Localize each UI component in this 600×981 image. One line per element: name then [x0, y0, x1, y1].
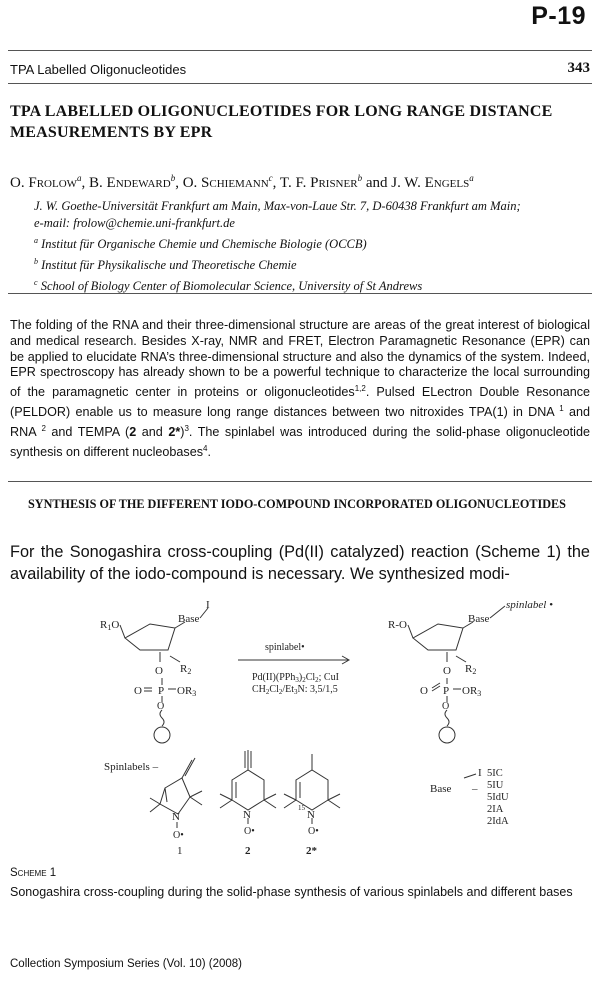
- scheme-label: Scheme 1: [10, 867, 57, 879]
- right-solid-support: [439, 727, 455, 743]
- base-i-base-label: Base: [430, 783, 452, 795]
- compound-2star-label: 2*: [306, 845, 317, 857]
- left-r2-label: R2: [180, 663, 192, 676]
- left-p-double-bond: [144, 688, 152, 691]
- right-c5-bond: [408, 625, 413, 638]
- section-rule: [8, 481, 592, 482]
- right-ro-label: R-O: [388, 619, 407, 631]
- right-base-label: Base: [468, 613, 490, 625]
- left-c5-bond: [120, 625, 125, 638]
- right-spinlabel-label: spinlabel •: [506, 599, 553, 611]
- left-iodine-label: I: [206, 599, 210, 611]
- base-list-item: 5IC: [487, 768, 503, 779]
- left-o-link-label: O: [157, 701, 165, 712]
- left-or3-label: OR3: [177, 685, 197, 698]
- base-iodo-bond: [464, 774, 476, 778]
- abstract-rule: [8, 293, 592, 294]
- spinlabel-1-alkyne: [182, 760, 192, 778]
- spinlabel-2-methyls: [220, 794, 276, 808]
- base-list-item: 5IdU: [487, 792, 509, 803]
- arrow-reagents-line1: $Pd(II)(PPh_3)_2Cl_2$; CuI: [252, 672, 339, 684]
- author: B. Endeward$^b$: [89, 173, 176, 191]
- spinlabel-2-o-label: O•: [244, 826, 255, 837]
- base-list: [487, 768, 509, 827]
- spinlabel-2star-o-label: O•: [308, 826, 319, 837]
- left-p-oxo-label: O: [134, 685, 142, 697]
- spinlabel-1-alkyne-2: [185, 758, 195, 776]
- affiliation-a: $^a$ Institut für Organische Chemie und Chemische Biologie (OCCB): [34, 236, 367, 252]
- left-linker-wave: [160, 710, 164, 726]
- author: T. F. Prisner$^b$: [279, 173, 363, 191]
- author-list: O. Frolow$^a$, B. Endeward$^b$, O. Schiemann$^c$, T. F. Prisner$^b$ and J. W. Engels$^a$: [10, 173, 474, 191]
- right-c2-bond: [456, 656, 466, 662]
- left-p-label: P: [158, 685, 165, 697]
- running-title: TPA Labelled Oligonucleotides: [10, 62, 187, 77]
- poster-id: P-19: [531, 2, 586, 30]
- spinlabel-2star-methyls: [284, 794, 340, 808]
- base-i-iodine-label: I: [478, 767, 482, 779]
- author: O. Frolow$^a$: [10, 173, 82, 191]
- scheme-caption: Sonogashira cross-coupling during the solid-phase synthesis of various spinlabels and different bases: [10, 885, 573, 899]
- left-r1o-label: R1O: [100, 619, 120, 632]
- affiliation-c: $^c$ School of Biology Center of Biomolecular Science, University of St Andrews: [34, 278, 423, 294]
- spinlabels-label: Spinlabels –: [104, 761, 159, 773]
- affiliations: [34, 198, 594, 295]
- scheme-1-figure: [0, 592, 600, 862]
- spinlabel-1-n-label: N: [172, 811, 180, 823]
- author: O. Schiemann$^c$: [182, 173, 273, 191]
- spinlabel-1-methyls: [150, 791, 202, 812]
- right-p-double-bond: [432, 683, 440, 691]
- paper-title: TPA LABELLED OLIGONUCLEOTIDES FOR LONG RANGE DISTANCE MEASUREMENTS BY EPR: [10, 103, 553, 141]
- left-ribose-ring: [125, 624, 175, 650]
- affiliation-b: $^b$ Institut für Physikalische und Theoretische Chemie: [34, 257, 297, 273]
- right-spinlabel-bond: [490, 606, 505, 618]
- address-line: J. W. Goethe-Universität Frankfurt am Main, Max-von-Laue Str. 7, D-60438 Frankfurt am Main;: [34, 199, 521, 213]
- spinlabel-2star-n15-label: 15: [298, 804, 305, 812]
- email-line: e-mail: frolow@chemie.uni-frankfurt.de: [34, 216, 235, 230]
- header-top-rule: [8, 50, 592, 51]
- spinlabel-1-ring: [160, 778, 190, 814]
- header-bottom-rule: [8, 83, 592, 84]
- right-o3-label: O: [443, 665, 451, 677]
- compound-2-label: 2: [245, 845, 251, 857]
- abstract: The folding of the RNA and their three-dimensional structure are areas of the great interest of biological and medical research. Besides X-ray, NMR and FRET, Electron Paramagnetic Resonance (EPR) can be applied to elucidate RNA’s three-dimensional structure and also the dynamics of the system. Indeed, EPR spectroscopy has already shown to be a powerful technique to characterize the local surrounding of the paramagnetic center in proteins or oligonucleotides$^{1,2}$. Pulsed ELectron Double Resonance (PELDOR) enable us to measure long range distances between two nitroxides TPA(1) in DNA $^1$ and RNA $^2$ and TEMPA (2 and 2*)$^3$. The spinlabel was introduced during the solid-phase oligonucleotide synthesis on different nucleobases$^4$.: [10, 318, 591, 460]
- spinlabel-2-ring: [232, 770, 264, 810]
- right-o-link-label: O: [442, 701, 450, 712]
- spinlabel-2star-n-label: N: [307, 809, 315, 821]
- base-list-item: 2IA: [487, 804, 504, 815]
- arrow-spinlabel-label: spinlabel•: [265, 642, 305, 653]
- spinlabel-1-o-label: O•: [173, 830, 184, 841]
- base-list-item: 2IdA: [487, 816, 509, 827]
- page-number: 343: [567, 60, 590, 76]
- author: J. W. Engels$^a$: [391, 173, 474, 191]
- base-i-dash: –: [472, 783, 478, 795]
- right-linker-wave: [445, 710, 449, 726]
- left-base-label: Base: [178, 613, 200, 625]
- spinlabel-1-double-bond: [165, 788, 167, 802]
- left-c2-bond: [170, 656, 180, 662]
- left-o3-label: O: [155, 665, 163, 677]
- arrow-reagents-line2: $CH_2Cl_2/Et_3N$: 3,5/1,5: [252, 684, 338, 696]
- right-or3-label: OR3: [462, 685, 482, 698]
- footer: Collection Symposium Series (Vol. 10) (2008): [10, 958, 243, 970]
- right-p-label: P: [443, 685, 450, 697]
- spinlabel-2-n-label: N: [243, 809, 251, 821]
- left-solid-support: [154, 727, 170, 743]
- body-paragraph: For the Sonogashira cross-coupling (Pd(II) catalyzed) reaction (Scheme 1) the availability of the iodo-compound is necessary. We synthesized modi-: [10, 543, 590, 583]
- base-list-item: 5IU: [487, 780, 504, 791]
- right-ribose-ring: [413, 624, 463, 650]
- right-p-oxo-label: O: [420, 685, 428, 697]
- right-r2-label: R2: [465, 663, 477, 676]
- compound-1-label: 1: [177, 845, 183, 857]
- section-heading: SYNTHESIS OF THE DIFFERENT IODO-COMPOUND INCORPORATED OLIGONUCLEOTIDES: [28, 497, 566, 511]
